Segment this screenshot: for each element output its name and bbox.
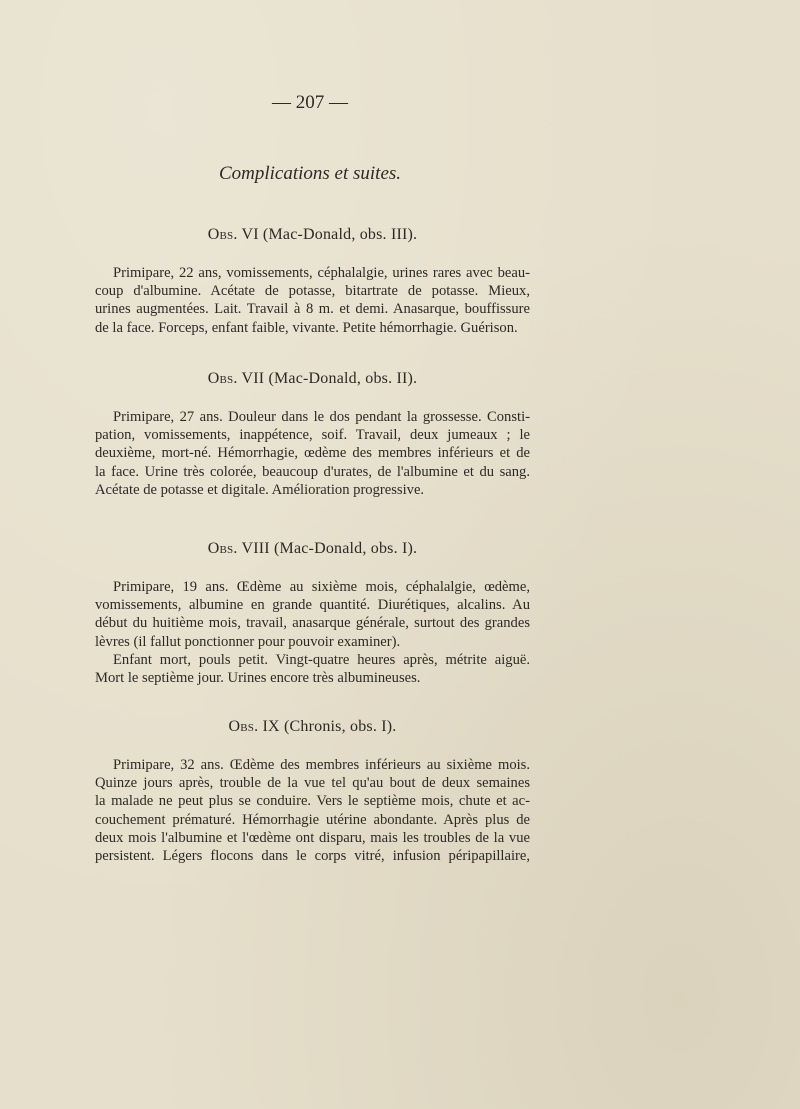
page-number: — 207 — — [272, 92, 348, 113]
text-line: Enfant mort, pouls petit. Vingt-quatre heures après, métrite aiguë. — [113, 651, 530, 668]
text-line: couchement prématuré. Hémorrhagie utérine abondante. Après plus de — [95, 811, 530, 828]
text-line: Acétate de potasse et digitale. Amélioration progressive. — [95, 481, 425, 498]
text-line: Quinze jours après, trouble de la vue tel qu'au bout de deux semaines — [95, 775, 530, 792]
observation-heading — [95, 540, 530, 558]
text-line: pation, vomissements, inappétence, soif. Travail, deux jumeaux ; le — [95, 427, 530, 444]
observation-heading — [95, 370, 530, 388]
observation-vi — [95, 226, 530, 337]
text-line: lèvres (il fallut ponctionner pour pouvoir examiner). — [95, 633, 401, 650]
text-line: Primipare, 27 ans. Douleur dans le dos pendant la grossesse. Consti- — [113, 409, 530, 425]
obs-abbrev: Obs. — [207, 226, 238, 243]
text-line: coup d'albumine. Acétate de potasse, bitartrate de potasse. Mieux, — [95, 283, 530, 300]
text-line: persistent. Légers flocons dans le corps vitré, infusion péripapillaire, — [95, 848, 530, 865]
obs-abbrev: Obs. — [228, 718, 259, 735]
observation-viii — [95, 540, 530, 687]
observation-vii — [95, 370, 530, 499]
obs-title: VIII (Mac-Donald, obs. I). — [241, 540, 418, 557]
text-line: Primipare, 22 ans, vomissements, céphalalgie, urines rares avec beau- — [113, 265, 530, 281]
observation-ix — [95, 718, 530, 865]
text-line: Mort le septième jour. Urines encore très albumineuses. — [95, 670, 421, 687]
obs-title: VI (Mac-Donald, obs. III). — [241, 226, 418, 243]
obs-abbrev: Obs. — [207, 370, 238, 387]
text-line: Primipare, 19 ans. Œdème au sixième mois, céphalalgie, œdème, — [113, 579, 530, 595]
text-line: la malade ne peut plus se conduire. Vers le septième mois, chute et ac- — [95, 793, 530, 810]
text-line: urines augmentées. Lait. Travail à 8 m. et demi. Anasarque, bouffissure — [95, 301, 530, 318]
text-line: Primipare, 32 ans. Œdème des membres inférieurs au sixième mois. — [113, 757, 530, 773]
observation-heading — [95, 718, 530, 736]
obs-title: IX (Chronis, obs. I). — [262, 718, 397, 735]
text-line: de la face. Forceps, enfant faible, vivante. Petite hémorrhagie. Guérison. — [95, 319, 518, 336]
text-line: la face. Urine très colorée, beaucoup d'urates, de l'albumine et du sang. — [95, 463, 530, 480]
text-line: deuxième, mort-né. Hémorrhagie, œdème des membres inférieurs et de — [95, 445, 530, 462]
section-title: Complications et suites. — [218, 163, 402, 184]
observation-heading — [95, 226, 530, 244]
obs-abbrev: Obs. — [207, 540, 238, 557]
text-line: vomissements, albumine en grande quantité. Diurétiques, alcalins. Au — [95, 597, 530, 614]
text-line: début du huitième mois, travail, anasarque générale, surtout des grandes — [95, 615, 530, 632]
obs-title: VII (Mac-Donald, obs. II). — [241, 370, 418, 387]
text-line: deux mois l'albumine et l'œdème ont disparu, mais les troubles de la vue — [95, 829, 530, 846]
